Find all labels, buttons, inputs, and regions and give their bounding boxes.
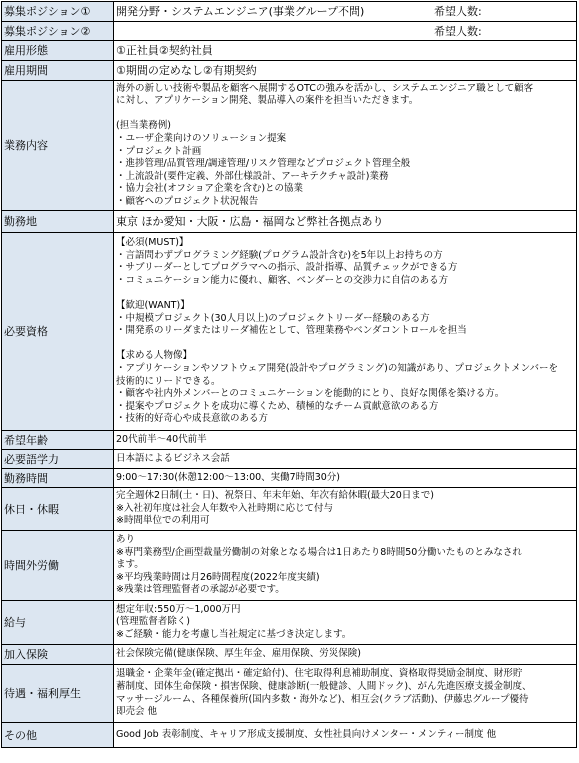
label-position-1: 募集ポジション① <box>2 2 114 22</box>
position-1-count-label: 希望人数: <box>434 5 482 18</box>
label-salary: 給与 <box>2 601 114 645</box>
label-welfare: 待遇・福利厚生 <box>2 665 114 723</box>
row-salary <box>2 601 577 645</box>
qualifications-line: 【求める人物像】 <box>116 350 193 362</box>
label-position-2: 募集ポジション② <box>2 22 114 41</box>
qualifications-line: ・言語問わずプログラミング経験(プログラム設計含む)を5年以上お持ちの方 <box>116 249 443 261</box>
label-qualifications: 必要資格 <box>2 233 114 431</box>
qualifications-line: ・技術的好奇心や成長意欲のある方 <box>116 413 269 425</box>
duties-line: ・ユーザ企業向けのソリューション提案 <box>116 132 287 144</box>
welfare-line: 即売会 他 <box>116 706 158 718</box>
qualifications-line: 【必須(MUST)】 <box>116 237 189 249</box>
overtime-line: ※専門業務型/企画型裁量労働制の対象となる場合は1日あたり8時間50分働いたものとみなされ <box>116 546 522 558</box>
salary-line: ※ご経験・能力を考慮し当社規定に基づき決定します。 <box>116 628 352 640</box>
other-value: Good Job 表彰制度、キャリア形成支援制度、女性社員向けメンター・メンティー制度 他 <box>114 723 577 748</box>
label-duties: 業務内容 <box>2 81 114 211</box>
row-position-2 <box>2 22 577 41</box>
welfare-line: マッサージルーム、各種保養所(国内多数・海外など)、相互会(クラブ活動)、伊藤忠グループ優待 <box>116 693 529 705</box>
overtime-line: ※残業は管理監督者の承認が必要です。 <box>116 584 285 596</box>
welfare-line: 退職金・企業年金(確定拠出・確定給付)、住宅取得利息補助制度、資格取得奨励金制度、財形貯 <box>116 668 523 680</box>
job-posting-table <box>1 1 577 748</box>
row-other <box>2 723 577 748</box>
duties-line: ・プロジェクト計画 <box>116 145 202 157</box>
qualifications-line: ・提案やプロジェクトを成功に導くため、積極的なチーム貢献意欲のある方 <box>116 400 439 412</box>
qualifications-spacer <box>116 338 574 351</box>
label-employment-period: 雇用期間 <box>2 61 114 81</box>
employment-type-value: ①正社員②契約社員 <box>114 41 577 61</box>
qualifications-line: ・中規模プロジェクト(30人月以上)のプロジェクトリーダー経験のある方 <box>116 312 430 324</box>
label-age: 希望年齢 <box>2 431 114 450</box>
qualifications-line: ・アプリケーションやソフトウェア開発(設計やプログラミング)の知識があり、プロジェクトメンバーを <box>116 362 558 374</box>
employment-period-value: ①期間の定めなし②有期契約 <box>114 61 577 81</box>
salary-line: 想定年収:550万～1,000万円 <box>116 603 241 615</box>
welfare-line: 蓄制度、団体生命保険・損害保険、健康診断(一般健診、人間ドック)、がん先進医療支援金制度、 <box>116 680 532 692</box>
overtime-value <box>114 531 577 601</box>
overtime-line: ※平均残業時間は月26時間程度(2022年度実績) <box>116 571 320 583</box>
duties-line: (担当業務例) <box>116 120 171 132</box>
label-location: 勤務地 <box>2 211 114 233</box>
duties-line: 海外の新しい技術や製品を顧客へ展開するOTCの強みを活かし、システムエンジニア職として顧客 <box>116 82 534 94</box>
duties-value <box>114 81 577 211</box>
position-1-value: 開発分野・システムエンジニア(事業グループ不問) <box>116 5 365 18</box>
duties-spacer <box>116 108 574 121</box>
holidays-line: 完全週休2日制(土・日)、祝祭日、年末年始、年次有給休暇(最大20日まで) <box>116 490 434 502</box>
row-holidays <box>2 488 577 531</box>
salary-value <box>114 601 577 645</box>
qualifications-line: ・開発系のリーダまたはリーダ補佐として、管理業務やベンダコントロールを担当 <box>116 325 467 337</box>
row-language <box>2 450 577 469</box>
overtime-line: ます。 <box>116 559 144 571</box>
row-overtime <box>2 531 577 601</box>
qualifications-line: 技術的にリードできる。 <box>116 375 221 387</box>
row-welfare <box>2 665 577 723</box>
label-other: その他 <box>2 723 114 748</box>
qualifications-line: ・コミュニケーション能力に優れ、顧客、ベンダーとの交渉力に自信のある方 <box>116 274 449 286</box>
location-value: 東京 ほか愛知・大阪・広島・福岡など弊社各拠点あり <box>114 211 577 233</box>
position-2-count-label: 希望人数: <box>434 24 482 38</box>
row-employment-type <box>2 41 577 61</box>
salary-line: (管理監督者除く) <box>116 616 190 628</box>
overtime-line: あり <box>116 534 136 546</box>
row-age <box>2 431 577 450</box>
hours-value: 9:00～17:30(休憩12:00～13:00、実働7時間30分) <box>114 469 577 488</box>
row-qualifications <box>2 233 577 431</box>
label-insurance: 加入保険 <box>2 645 114 665</box>
insurance-value: 社会保険完備(健康保険、厚生年金、雇用保険、労災保険) <box>114 645 577 665</box>
row-hours <box>2 469 577 488</box>
qualifications-line: ・顧客や社内外メンバーとのコミュニケーションを能動的にとり、良好な関係を築ける方。 <box>116 388 505 400</box>
label-overtime: 時間外労働 <box>2 531 114 601</box>
holidays-value <box>114 488 577 531</box>
label-holidays: 休日・休暇 <box>2 488 114 531</box>
duties-line: ・顧客へのプロジェクト状況報告 <box>116 195 259 207</box>
row-insurance <box>2 645 577 665</box>
duties-line: ・進捗管理/品質管理/調達管理/リスク管理などプロジェクト管理全般 <box>116 158 411 170</box>
label-hours: 勤務時間 <box>2 469 114 488</box>
row-position-1 <box>2 2 577 22</box>
duties-line: ・協力会社(オフショア企業を含む)との協業 <box>116 183 304 195</box>
label-language: 必要語学力 <box>2 450 114 469</box>
language-value: 日本語によるビジネス会話 <box>114 450 577 469</box>
row-employment-period <box>2 61 577 81</box>
qualifications-spacer <box>116 287 574 300</box>
age-value: 20代前半～40代前半 <box>114 431 577 450</box>
qualifications-line: 【歓迎(WANT)】 <box>116 300 190 312</box>
label-employment-type: 雇用形態 <box>2 41 114 61</box>
qualifications-line: ・サブリーダーとしてプログラマへの指示、設計指導、品質チェックができる方 <box>116 262 458 274</box>
holidays-line: ※入社初年度は社会人年数や入社時期に応じて付与 <box>116 502 333 514</box>
duties-line: に対し、アプリケーション開発、製品導入の案件を担当いただきます。 <box>116 95 419 107</box>
row-duties <box>2 81 577 211</box>
row-location <box>2 211 577 233</box>
holidays-line: ※時間単位での利用可 <box>116 515 210 527</box>
welfare-value <box>114 665 577 723</box>
duties-line: ・上流設計(要件定義、外部仕様設計、アーキテクチャ設計)業務 <box>116 170 389 182</box>
qualifications-value <box>114 233 577 431</box>
